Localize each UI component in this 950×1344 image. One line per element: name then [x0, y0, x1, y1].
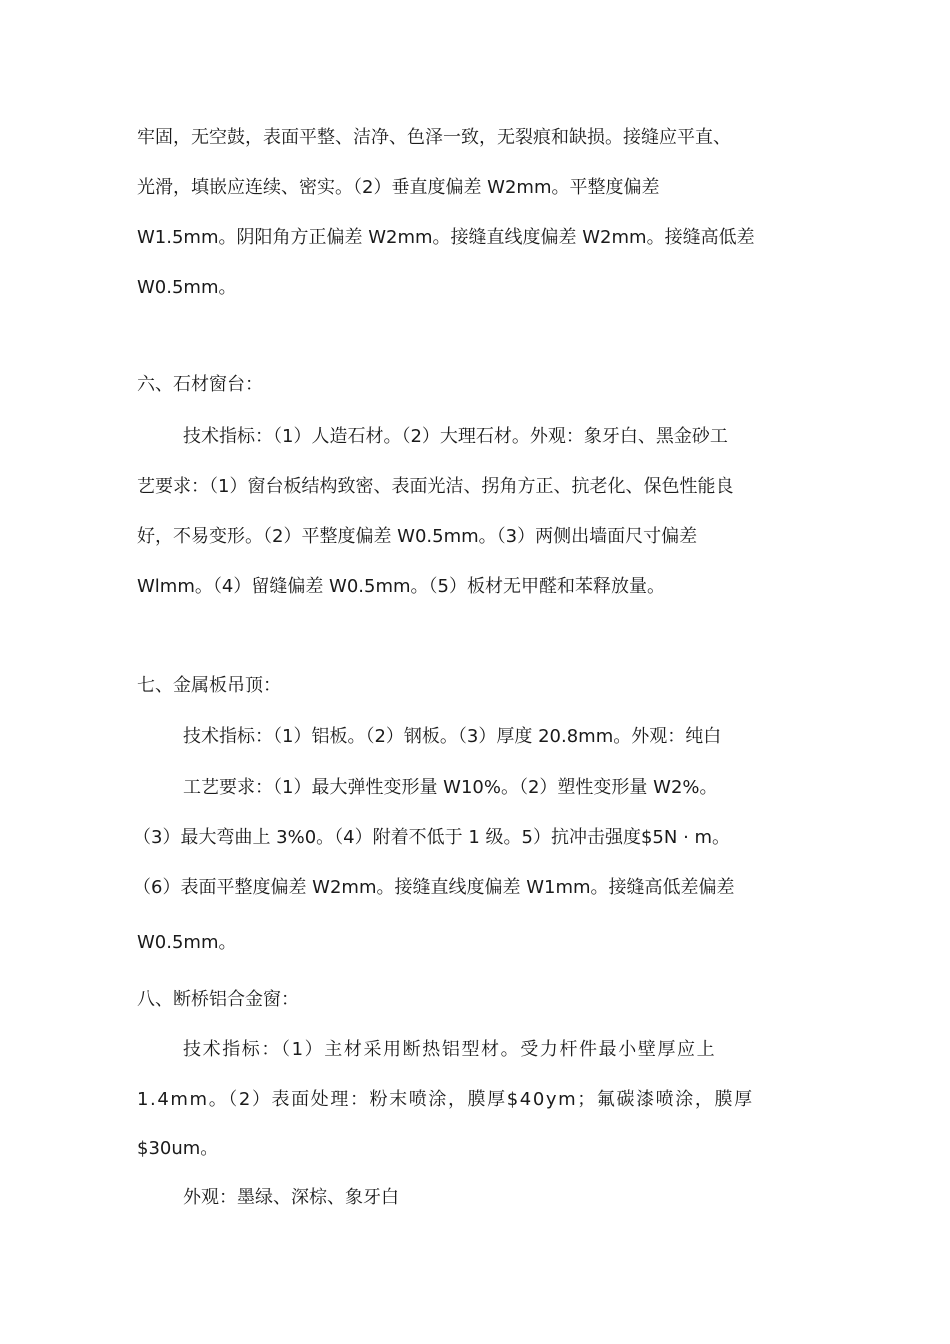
- paragraph-line: 牢固，无空鼓，表面平整、洁净、色泽一致，无裂痕和缺损。接缝应平直、: [137, 127, 731, 148]
- paragraph-line: W0.5mm。: [137, 932, 237, 953]
- paragraph-line: 好，不易变形。（2）平整度偏差 W0.5mm。（3）两侧出墙面尺寸偏差: [137, 526, 698, 547]
- paragraph-line: 光滑，填嵌应连续、密实。（2）垂直度偏差 W2mm。平整度偏差: [137, 177, 660, 198]
- paragraph-line: 技术指标：（1）人造石材。（2）大理石材。外观：象牙白、黑金砂工: [183, 426, 728, 447]
- paragraph-line: （6）表面平整度偏差 W2mm。接缝直线度偏差 W1mm。接缝高低差偏差: [133, 877, 735, 898]
- section-heading: 七、金属板吊顶：: [137, 675, 281, 696]
- paragraph-line: 外观：墨绿、深棕、象牙白: [183, 1187, 399, 1208]
- paragraph-line: （3）最大弯曲上 3%0。（4）附着不低于 1 级。5）抗冲击强度$5N · m。: [133, 827, 731, 848]
- section-heading: 八、断桥铝合金窗：: [137, 989, 299, 1010]
- paragraph-line: 技术指标：（1）主材采用断热铝型材。受力杆件最小壁厚应上: [183, 1039, 717, 1060]
- paragraph-line: 工艺要求：（1）最大弹性变形量 W10%。（2）塑性变形量 W2%。: [183, 777, 718, 798]
- paragraph-line: 艺要求：（1）窗台板结构致密、表面光洁、拐角方正、抗老化、保色性能良: [137, 476, 734, 497]
- paragraph-line: 1.4mm。（2）表面处理：粉末喷涂，膜厚$40ym；氟碳漆喷涂，膜厚: [137, 1089, 754, 1110]
- paragraph-line: $30um。: [137, 1138, 219, 1159]
- paragraph-line: Wlmm。（4）留缝偏差 W0.5mm。（5）板材无甲醛和苯释放量。: [137, 576, 665, 597]
- paragraph-line: W0.5mm。: [137, 277, 237, 298]
- paragraph-line: W1.5mm。阴阳角方正偏差 W2mm。接缝直线度偏差 W2mm。接缝高低差: [137, 227, 755, 248]
- paragraph-line: 技术指标：（1）铝板。（2）钢板。（3）厚度 20.8mm。外观：纯白: [183, 726, 722, 747]
- section-heading: 六、石材窗台：: [137, 374, 263, 395]
